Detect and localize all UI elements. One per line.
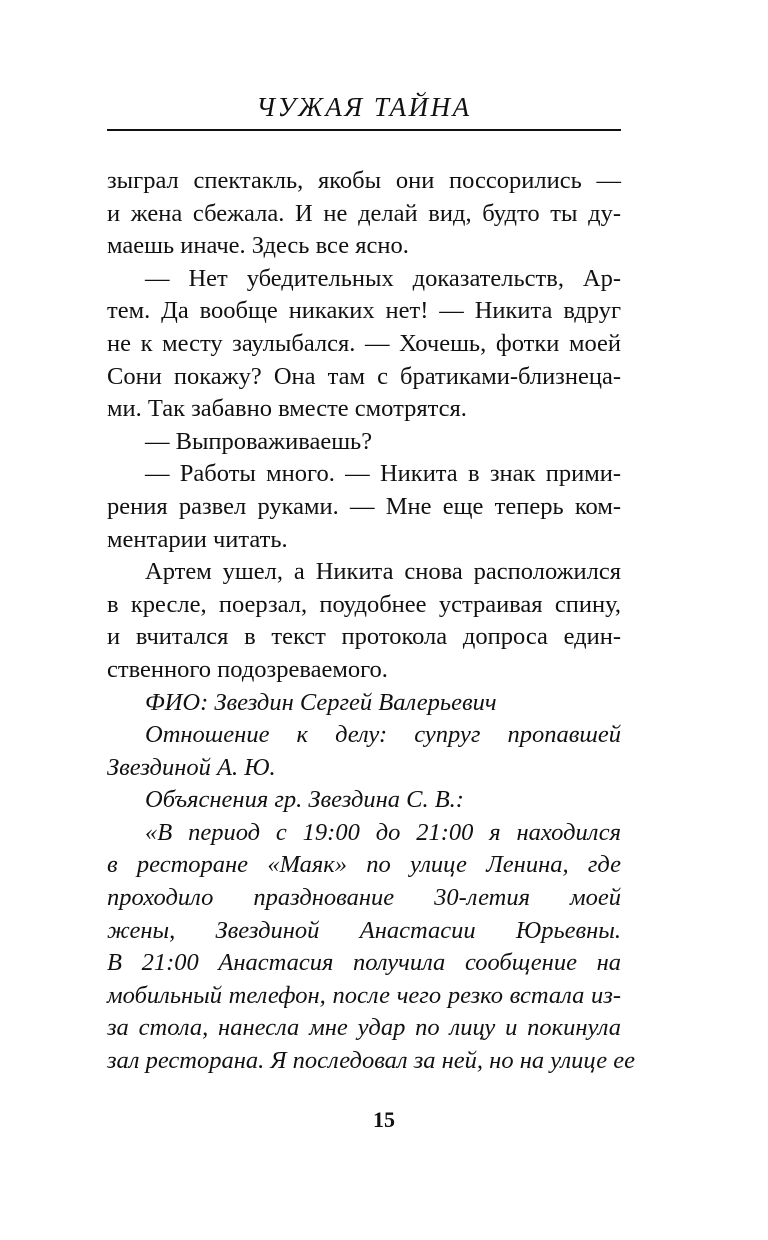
text-line: ми. Так забавно вместе смотрятся. xyxy=(107,395,467,423)
text-line: ментарии читать. xyxy=(107,525,288,553)
testimony-line: жены, Звездиной Анастасии Юрьевны. xyxy=(107,916,621,944)
text-line: ственного подозреваемого. xyxy=(107,655,388,683)
testimony-line: мобильный телефон, после чего резко встала из- xyxy=(107,981,621,1009)
text-line: — Нет убедительных доказательств, Ар- xyxy=(145,264,621,292)
testimony-line: за стола, нанесла мне удар по лицу и покинула xyxy=(107,1014,621,1042)
running-head-title: ЧУЖАЯ ТАЙНА xyxy=(256,92,472,122)
text-line: в кресле, поерзал, поудобнее устраивая спину, xyxy=(107,590,621,618)
page-number: 15 xyxy=(373,1107,395,1132)
header-rule xyxy=(107,129,621,131)
text-line: маешь иначе. Здесь все ясно. xyxy=(107,232,409,260)
body-text xyxy=(107,165,635,1078)
text-line: не к месту заулыбался. — Хочешь, фотки моей xyxy=(107,329,621,357)
text-line: зыграл спектакль, якобы они поссорились — xyxy=(107,167,621,194)
text-line: и жена сбежала. И не делай вид, будто ты ду- xyxy=(107,199,621,227)
text-line: Артем ушел, а Никита снова расположился xyxy=(145,558,621,586)
protocol-explanation-heading: Объяснения гр. Звездина С. В.: xyxy=(145,786,464,814)
protocol-relation-line: Звездиной А. Ю. xyxy=(107,753,276,781)
protocol-fio-line: ФИО: Звездин Сергей Валерьевич xyxy=(145,688,497,716)
text-line: — Выпроваживаешь? xyxy=(145,427,373,455)
testimony-line: зал ресторана. Я последовал за ней, но на улице ее xyxy=(107,1047,635,1075)
testimony-line: проходило празднование 30-летия моей xyxy=(107,884,621,912)
text-line: Сони покажу? Она там с братиками-близнеца- xyxy=(107,362,621,390)
text-line: и вчитался в текст протокола допроса един- xyxy=(107,623,621,651)
testimony-line: В 21:00 Анастасия получила сообщение на xyxy=(107,949,621,977)
text-line: тем. Да вообще никаких нет! — Никита вдруг xyxy=(107,297,621,325)
protocol-relation-line: Отношение к делу: супруг пропавшей xyxy=(145,721,621,749)
testimony-line: «В период с 19:00 до 21:00 я находился xyxy=(145,818,621,846)
text-line: рения развел руками. — Мне еще теперь ком- xyxy=(107,492,621,520)
text-line: — Работы много. — Никита в знак прими- xyxy=(145,460,621,488)
testimony-line: в ресторане «Маяк» по улице Ленина, где xyxy=(107,851,621,879)
